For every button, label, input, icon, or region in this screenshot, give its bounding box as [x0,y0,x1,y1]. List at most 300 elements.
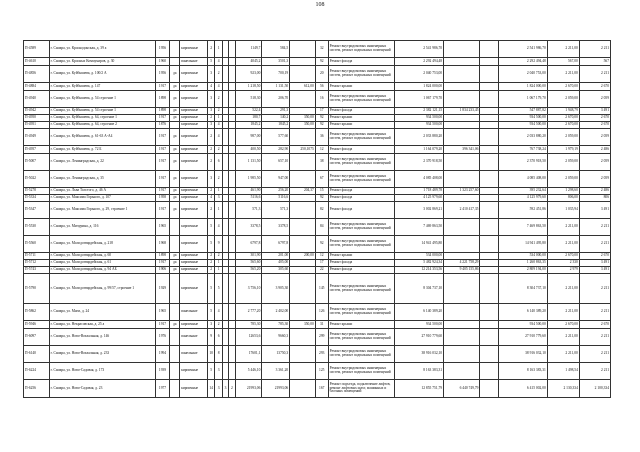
cell-total: 14 941 495,80 [394,236,443,253]
cell-area: 1845,2 [235,122,262,129]
cell-year: 1917 [155,171,170,188]
cell-total: 1 824 000,00 [394,83,443,91]
table-row [24,346,611,363]
cell-works: Ремонт подъезда, подключение лифтов, ремонт лифтовых шахт, машинных и блочных помещений [328,380,394,398]
cell-total: 2 370 918,50 [394,154,443,171]
cell-address: г. Самара, ул. Куйбышева, д. 100/2 А [49,66,155,83]
cell-unit: 1 979,19 [547,146,579,154]
cell-owners: 395 232,64 [498,188,547,195]
cell-a2: 350,00 [290,321,316,329]
cell-entrances: 9 [215,236,222,253]
cell-owners: 2 033 880,20 [498,129,547,146]
cell-material: кирпичные [180,253,208,260]
cell-area: 785,30 [235,321,262,329]
cell-a2 [290,380,316,398]
cell-owners: 1 260 863,35 [498,260,547,267]
cell-owners: 4 125 979,60 [498,195,547,202]
cell-flag [170,122,180,129]
cell-a2: 350,00 [290,115,316,122]
cell-year: 1977 [155,380,170,398]
cell-flag: да [170,66,180,83]
cell-fund2 [480,122,498,129]
cell-area: 3 756,10 [235,274,262,304]
cell-total: 934 500,00 [394,115,443,122]
cell-limit: 2 100,334 [579,380,610,398]
cell-a2 [290,329,316,346]
cell-fund: 6 440 749,79 [444,380,480,398]
cell-area: 5 446,10 [235,363,262,380]
cell-floors: 2 [207,202,214,219]
cell-area: 565,20 [235,267,262,274]
cell-year: 1876 [155,122,170,129]
cell-address: г. Самара, ул. Куйбышева, д. 72 Б [49,146,155,154]
cell-unit: 2 059,00 [547,91,579,108]
cell-id: П-4951 [24,122,50,129]
cell-flag: да [170,267,180,274]
cell-flag: да [170,108,180,115]
cell-total: 4 125 979,60 [394,195,443,202]
cell-residents: 82 [315,202,328,219]
cell-fund2 [480,253,498,260]
cell-year: 1917 [155,154,170,171]
cell-living: 700,19 [262,66,290,83]
cell-year: 1917 [155,115,170,122]
cell-material: кирпичные [180,108,208,115]
cell-year: 1976 [155,329,170,346]
cell-address: г. Самара, ул. Ленинградская, д. 22 [49,154,155,171]
cell-owners: 2 809 194,00 [498,267,547,274]
cell-fund2 [480,329,498,346]
cell-fund [444,171,480,188]
cell-id: П-6224 [24,363,50,380]
cell-owners: 2 541 986,70 [498,41,547,58]
cell-owners: 6 415 002,00 [498,380,547,398]
cell-unit: 2 979 [547,267,579,274]
cell-entrances: 2 [215,66,222,83]
cell-fund2 [480,236,498,253]
cell-unit: 2 211,00 [547,66,579,83]
cell-entrances: 4 [215,83,222,91]
table-row [24,260,611,267]
cell-residents: 17 [315,260,328,267]
cell-id: П-5022 [24,171,50,188]
cell-flag [170,58,180,66]
cell-residents: 67 [315,171,328,188]
cell-fund2 [480,146,498,154]
cell-entrances: 1 [215,115,222,122]
cell-material: кирпичные [180,219,208,236]
cell-entrances: 3 [215,380,222,398]
cell-entrances: 4 [215,129,222,146]
cell-fund2 [480,154,498,171]
cell-owners: 7 469 863,50 [498,219,547,236]
cell-floors: 5 [207,363,214,380]
table-row [24,122,611,129]
cell-residents: 92 [315,236,328,253]
cell-a2 [290,219,316,236]
cell-a2: 612,00 [290,83,316,91]
cell-living: 584,5 [262,41,290,58]
cell-address: г. Самара, ул. Ново-Вокзальная, д. 146 [49,329,155,346]
cell-material: кирпичные [180,83,208,91]
cell-fund [444,304,480,321]
cell-living: 3 361,20 [262,363,290,380]
cell-material: кирпичные [180,321,208,329]
cell-year: 1898 [155,91,170,108]
cell-residents: 38 [315,154,328,171]
cell-a2 [290,236,316,253]
cell-id: П-5530 [24,219,50,236]
cell-fund [444,329,480,346]
cell-living: 13750,3 [262,346,290,363]
cell-id: П-4957 [24,146,50,154]
cell-fund2 [480,115,498,122]
cell-total: 1 164 079,20 [394,146,443,154]
cell-a2 [290,171,316,188]
cell-limit: 806 [579,195,610,202]
cell-residents: 20 [315,66,328,83]
cell-fund2 [480,321,498,329]
cell-works: Ремонт внутридомовых инженерных систем, ремонт подвальных помещений [328,329,394,346]
cell-fund2 [480,260,498,267]
cell-fund [444,363,480,380]
cell-total: 8 304 737,10 [394,274,443,304]
cell-address: г. Самара, ул. Куйбышева, д. 61-63 А-А4 [49,129,155,146]
cell-floors: 14 [207,380,214,398]
cell-fund [444,91,480,108]
cell-address: г. Самара, ул. Молодогвардейская, д. 218 [49,236,155,253]
cell-entrances: 4 [215,219,222,236]
cell-living: 1845,2 [262,122,290,129]
cell-fund2 [480,380,498,398]
table-row [24,304,611,321]
table-row [24,108,611,115]
cell-fund2 [480,202,498,219]
cell-address: г. Самара, ул. Максима Горького, д. 29, строение 1 [49,202,155,219]
table-row [24,253,611,260]
cell-living: 305,60 [262,267,290,274]
cell-flag [170,41,180,58]
cell-unit: 2 670,00 [547,115,579,122]
cell-living: 2 402,00 [262,304,290,321]
cell-works: Ремонт фасада [328,146,394,154]
cell-id: П-4940 [24,91,50,108]
cell-works: Ремонт внутридомовых инженерных систем, ремонт подвальных помещений [328,154,394,171]
cell-year: 1929 [155,274,170,304]
cell-unit: 2 059,00 [547,154,579,171]
cell-floors: 2 [207,129,214,146]
cell-owners: 8 163 383,31 [498,363,547,380]
cell-floors: 2 [207,154,214,171]
cell-address: г. Самара, ул. Краснодонская, д. 39 а [49,41,155,58]
cell-limit: 2 211 [579,304,610,321]
table-row [24,154,611,171]
cell-year: 1956 [155,41,170,58]
cell-a2 [290,91,316,108]
cell-fund [444,236,480,253]
cell-year: 1917 [155,129,170,146]
cell-id: П-5743 [24,267,50,274]
cell-a2 [290,108,316,115]
cell-flag [170,274,180,304]
cell-unit: 2 059,00 [547,171,579,188]
cell-living: 6797,8 [262,236,290,253]
cell-unit: 1 498,54 [547,363,579,380]
cell-address: г. Самара, ул. Молодогвардейская, д. 60 [49,253,155,260]
cell-fund [444,154,480,171]
cell-owners: 2 370 918,50 [498,154,547,171]
cell-limit: 3 491 [579,267,610,274]
cell-owners: 27 910 779,60 [498,329,547,346]
cell-address: г. Самара, ул. Ново-Вокзальная, д. 233 [49,346,155,363]
cell-entrances: 1 [215,188,222,195]
cell-works: Ремонт крыши [328,115,394,122]
cell-id: П-4856 [24,66,50,83]
cell-a2 [290,195,316,202]
cell-flag [170,346,180,363]
cell-total: 2 292 494,48 [394,58,443,66]
cell-floors: 5 [207,58,214,66]
cell-a2 [290,58,316,66]
cell-flag [170,380,180,398]
cell-limit: 2 059 [579,91,610,108]
cell-fund2 [480,66,498,83]
cell-works: Ремонт внутридомовых инженерных систем, ремонт подвальных помещений [328,129,394,146]
cell-material: кирпичные [180,236,208,253]
cell-limit: 2 211 [579,363,610,380]
cell-residents: 293 [315,346,328,363]
cell-area: 565,60 [235,260,262,267]
cell-limit: 2 059 [579,154,610,171]
cell-unit: 2 059,00 [547,129,579,146]
cell-material: кирпичные [180,154,208,171]
table-row [24,321,611,329]
cell-id: П-6256 [24,380,50,398]
cell-id: П-5862 [24,304,50,321]
cell-works: Ремонт внутридомовых инженерных систем, ремонт подвальных помещений [328,41,394,58]
cell-living: 577,60 [262,129,290,146]
cell-owners: 8 304 737,10 [498,274,547,304]
cell-residents: 145 [315,274,328,304]
cell-works: Ремонт внутридомовых инженерных систем, ремонт подвальных помещений [328,219,394,236]
cell-year: 1898 [155,253,170,260]
cell-area: 571,3 [235,202,262,219]
cell-id: П-5007 [24,154,50,171]
cell-works: Ремонт внутридомовых инженерных систем, ремонт подвальных помещений [328,171,394,188]
cell-limit: 2 670 [579,321,610,329]
cell-entrances: 4 [215,304,222,321]
cell-unit: 2 211,00 [547,41,579,58]
cell-entrances: 3 [215,363,222,380]
cell-area: 2 777,20 [235,304,262,321]
cell-material: панельные [180,304,208,321]
cell-floors: 2 [207,188,214,195]
cell-residents: 299 [315,329,328,346]
cell-flag: да [170,129,180,146]
cell-id: П-4950 [24,115,50,122]
cell-residents: 16 [315,91,328,108]
cell-living: 201,00 [262,253,290,260]
cell-limit: 2 211 [579,236,610,253]
cell-fund: 396 341,06 [444,146,480,154]
cell-id: П-4942 [24,108,50,115]
table-row [24,115,611,122]
cell-works: Ремонт крыши [328,83,394,91]
cell-a2: 204,37 [290,188,316,195]
cell-total: 2 382 121,15 [394,108,443,115]
cell-id: П-5334 [24,195,50,202]
cell-total: 38 916 032,10 [394,346,443,363]
cell-owners: 547 887,82 [498,108,547,115]
table-row [24,83,611,91]
cell-owners: 1 067 179,70 [498,91,547,108]
cell-address: г. Самара, ул. Ново-Садовая, д. 173 [49,363,155,380]
cell-year: 1965 [155,219,170,236]
cell-area: 522,4 [235,108,262,115]
cell-limit: 2 059 [579,171,610,188]
cell-fund: 4 221 758,29 [444,260,480,267]
cell-residents: 15 [315,188,328,195]
cell-fund2 [480,274,498,304]
cell-a2: 350,00 [290,122,316,129]
cell-floors: 3 [207,91,214,108]
cell-fund2 [480,195,498,202]
cell-material: кирпичные [180,380,208,398]
cell-unit: 2 670,00 [547,122,579,129]
cell-total: 1 718 489,78 [394,188,443,195]
cell-limit: 2 211 [579,274,610,304]
cell-id: П-4884 [24,83,50,91]
cell-living: 206,70 [262,91,290,108]
cell-address: г. Самара, ул. Молодогвардейская, д. 99/57, строение 1 [49,274,155,304]
cell-residents: 92 [315,195,328,202]
cell-limit: 2 670 [579,253,610,260]
cell-owners: 2 040 753,00 [498,66,547,83]
cell-material: панельные [180,329,208,346]
cell-floors: 5 [207,304,214,321]
cell-id: П-5711 [24,253,50,260]
cell-owners: 934 500,00 [498,321,547,329]
cell-fund2 [480,108,498,115]
cell-floors: 4 [207,83,214,91]
cell-living: 3 905,30 [262,274,290,304]
cell-year: 1917 [155,83,170,91]
cell-area: 12653,6 [235,329,262,346]
cell-residents: 56 [315,83,328,91]
table-row [24,267,611,274]
cell-a2 [290,202,316,219]
cell-works: Ремонт внутридомовых инженерных систем, ремонт подвальных помещений [328,66,394,83]
cell-living: 405,00 [262,260,290,267]
cell-floors: 2 [207,115,214,122]
cell-a2 [290,41,316,58]
cell-year: 1965 [155,304,170,321]
cell-residents: 92 [315,58,328,66]
cell-material: панельные [180,58,208,66]
cell-id: П-5712 [24,260,50,267]
cell-fund2 [480,171,498,188]
cell-a2 [290,129,316,146]
cell-floors: 3 [207,108,214,115]
table-row [24,202,611,219]
table-row [24,188,611,195]
cell-id: П-4610 [24,58,50,66]
cell-address: г. Самара, ул. Мяги, д. 24 [49,304,155,321]
cell-fund [444,41,480,58]
cell-floors: 2 [207,253,214,260]
cell-limit: 2 059 [579,129,610,146]
cell-floors: 10 [207,346,214,363]
cell-fund [444,66,480,83]
cell-address: г. Самара, ул. Молодогвардейская, д. 61 [49,260,155,267]
cell-works: Ремонт внутридомовых инженерных систем, ремонт подвальных помещений [328,274,394,304]
cell-year: 1917 [155,202,170,219]
cell-entrances: 5 [215,274,222,304]
cell-area: 987,00 [235,129,262,146]
housing-repair-register-table [23,40,611,398]
cell-total: 934 500,00 [394,321,443,329]
cell-living: 5116,6 [262,195,290,202]
cell-id: П-5560 [24,236,50,253]
cell-id: П-4949 [24,129,50,146]
cell-total: 7 469 863,50 [394,219,443,236]
cell-id: П-4589 [24,41,50,58]
cell-material: кирпичные [180,363,208,380]
table-row [24,380,611,398]
cell-entrances: 2 [215,253,222,260]
cell-owners: 934 500,00 [498,115,547,122]
cell-address: г. Самара, ул. Куйбышева, д. 64, строение 1 [49,115,155,122]
cell-fund: 1 834 233,45 [444,108,480,115]
cell-owners: 934 500,00 [498,122,547,129]
cell-works: Ремонт фасада [328,195,394,202]
cell-residents: 17 [315,108,328,115]
cell-fund: 1 323 257,60 [444,188,480,195]
cell-fund2 [480,304,498,321]
table-row [24,41,611,58]
cell-a2 [290,274,316,304]
cell-living: 140,2 [262,115,290,122]
cell-owners: 1 824 000,00 [498,83,547,91]
cell-entrances: 4 [215,122,222,129]
table-row [24,236,611,253]
cell-material: кирпичные [180,122,208,129]
cell-owners: 38 916 032,10 [498,346,547,363]
cell-living: 785,30 [262,321,290,329]
cell-id: П-5790 [24,274,50,304]
cell-a2 [290,363,316,380]
cell-area: 923,00 [235,66,262,83]
cell-works: Ремонт внутридомовых инженерных систем, ремонт подвальных помещений [328,363,394,380]
cell-address: г. Самара, ул. Куйбышева, д. 147 [49,83,155,91]
cell-limit: 2 670 [579,122,610,129]
cell-fund: 9 405 155,86 [444,267,480,274]
cell-entrances: 3 [215,195,222,202]
cell-fund [444,274,480,304]
cell-floors: 4 [207,195,214,202]
cell-unit: 2 670,00 [547,321,579,329]
cell-a2 [290,66,316,83]
table-row [24,195,611,202]
cell-address: г. Самара, ул. Максима Горького, д. 107 [49,195,155,202]
cell-fund: 2 410 417,35 [444,202,480,219]
cell-floors: 3 [207,321,214,329]
cell-unit: 2 330 [547,260,579,267]
table-row [24,91,611,108]
cell-address: г. Самара, ул. Куйбышева, д. 54 строение 1 [49,108,155,115]
cell-living: 571,3 [262,202,290,219]
cell-total: 12 855 751,79 [394,380,443,398]
